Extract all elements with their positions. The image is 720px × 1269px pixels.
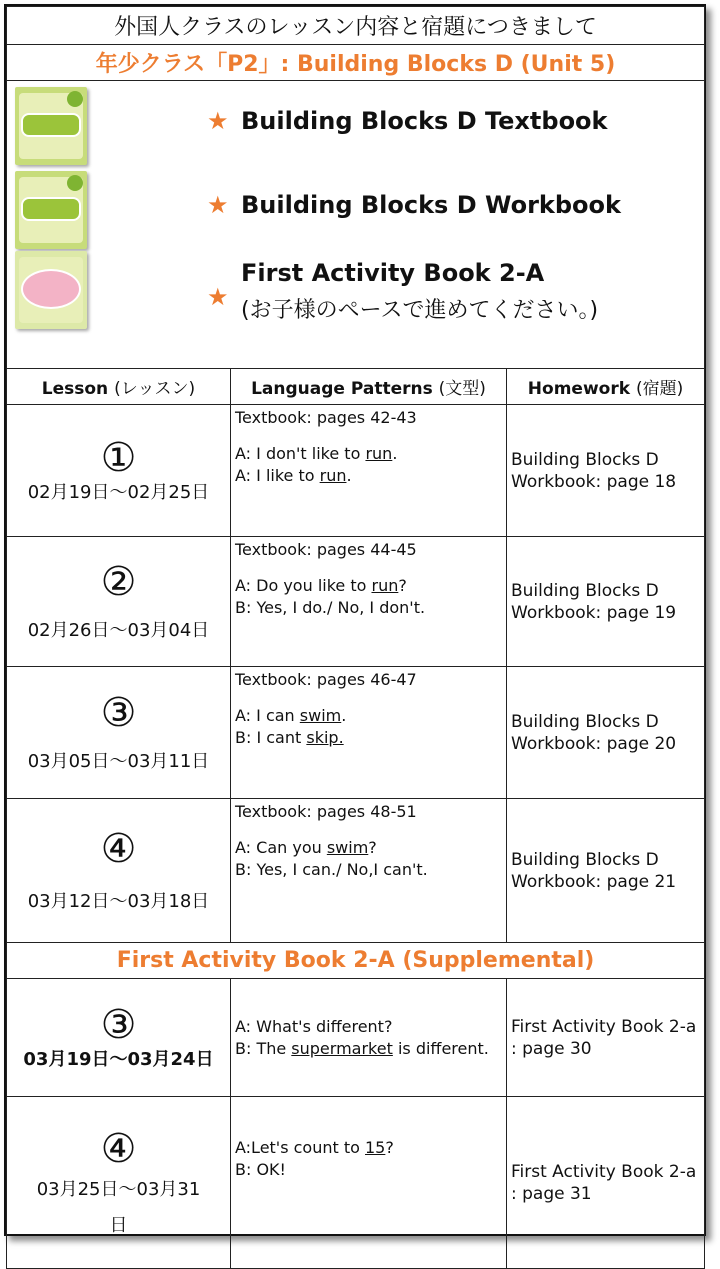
textbook-reference: Textbook: pages 46-47: [235, 670, 417, 689]
lesson-number: ③: [100, 1001, 137, 1048]
lesson-dates-cont: 日: [109, 1214, 128, 1236]
lesson-dates: 02月26日～03月04日: [27, 619, 210, 641]
workbook-cover-icon: [15, 171, 87, 249]
lesson-table: [6, 6, 705, 1269]
table-row: [7, 537, 705, 667]
pattern-cell: A: What's different? B: The supermarket is different.: [231, 979, 507, 1097]
homework-cell: Building Blocks D Workbook: page 18: [507, 405, 705, 537]
star-icon: ★: [207, 191, 229, 219]
textbook-reference: Textbook: pages 44-45: [235, 540, 417, 559]
lesson-column-header: Lesson (レッスン): [7, 369, 231, 405]
homework-cell: First Activity Book 2-a : page 30: [507, 979, 705, 1097]
lesson-number: ③: [100, 689, 137, 736]
textbook-reference: Textbook: pages 42-43: [235, 408, 417, 427]
lesson-cell: [7, 537, 231, 667]
homework-cell: Building Blocks D Workbook: page 21: [507, 799, 705, 943]
supplemental-heading: First Activity Book 2-A (Supplemental): [7, 943, 705, 979]
lesson-cell: [7, 667, 231, 799]
lesson-document: [4, 4, 706, 1236]
star-icon: ★: [207, 283, 229, 311]
lesson-dates: 03月25日～03月31: [36, 1178, 201, 1200]
patterns-column-header: Language Patterns (文型): [231, 369, 507, 405]
lesson-number: ④: [100, 1125, 137, 1172]
class-heading: 年少クラス「P2」: Building Blocks D (Unit 5): [7, 45, 705, 81]
activity-book-cover-icon: [15, 251, 87, 329]
pattern-cell: Textbook: pages 42-43 A: I don't like to run. A: I like to run.: [231, 405, 507, 537]
pattern-cell: Textbook: pages 46-47 A: I can swim. B: I cant skip.: [231, 667, 507, 799]
table-row: [7, 979, 705, 1097]
pattern-cell: Textbook: pages 44-45 A: Do you like to run? B: Yes, I do./ No, I don't.: [231, 537, 507, 667]
homework-cell: Building Blocks D Workbook: page 19: [507, 537, 705, 667]
star-icon: ★: [207, 107, 229, 135]
lesson-number: ②: [100, 558, 137, 605]
document-title: 外国人クラスのレッスン内容と宿題につきまして: [7, 7, 705, 45]
lesson-number: ①: [100, 434, 137, 481]
lesson-dates: 03月12日～03月18日: [27, 890, 210, 912]
pattern-cell: Textbook: pages 48-51 A: Can you swim? B: Yes, I can./ No,I can't.: [231, 799, 507, 943]
lesson-cell: [7, 1097, 231, 1269]
book-list: [7, 81, 705, 369]
lesson-number: ④: [100, 825, 137, 872]
pattern-cell: A:Let's count to 15? B: OK!: [231, 1097, 507, 1269]
book-title: Building Blocks D Textbook: [241, 107, 608, 135]
table-row: [7, 667, 705, 799]
lesson-cell: [7, 405, 231, 537]
table-row: [7, 405, 705, 537]
table-row: [7, 1097, 705, 1269]
homework-cell: Building Blocks D Workbook: page 20: [507, 667, 705, 799]
book-title: First Activity Book 2-A: [241, 259, 545, 287]
textbook-cover-icon: [15, 87, 87, 165]
lesson-dates: 02月19日～02月25日: [27, 481, 210, 503]
homework-column-header: Homework (宿題): [507, 369, 705, 405]
lesson-cell: [7, 799, 231, 943]
lesson-dates: 03月05日～03月11日: [27, 750, 210, 772]
book-note: (お子様のペースで進めてください。): [241, 298, 599, 323]
textbook-reference: Textbook: pages 48-51: [235, 802, 417, 821]
lesson-cell: [7, 979, 231, 1097]
book-title: Building Blocks D Workbook: [241, 191, 621, 219]
lesson-dates: 03月19日～03月24日: [23, 1048, 214, 1070]
homework-cell: First Activity Book 2-a : page 31: [507, 1097, 705, 1269]
table-row: [7, 799, 705, 943]
